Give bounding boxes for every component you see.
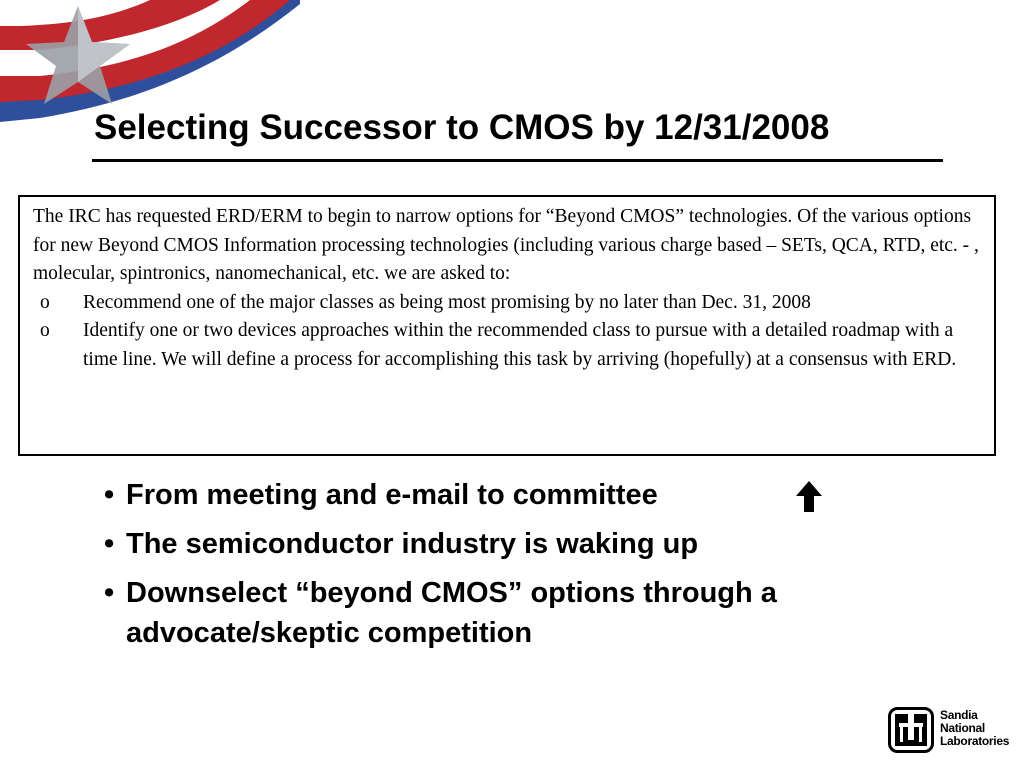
sandia-thunderbird-icon <box>888 707 934 753</box>
excerpt-intro: The IRC has requested ERD/ERM to begin to narrow options for “Beyond CMOS” technologies. Of the various options for new Beyond CMOS Information processing technologies (including various charge based – SETs, QCA, RTD, etc. - , molecular, spintronics, nanomechanical, etc. we are asked to: <box>33 206 979 284</box>
logo-line-2: National <box>940 721 985 735</box>
bullet-item <box>104 524 924 564</box>
bullet-marker: • <box>104 479 115 511</box>
logo-wordmark <box>940 709 1009 748</box>
bullet-text: Downselect “beyond CMOS” options through a advocate/skeptic competition <box>126 577 777 649</box>
bullet-marker: • <box>104 528 115 560</box>
quoted-excerpt-box <box>18 195 996 456</box>
excerpt-item-marker: o <box>40 320 50 341</box>
slide-title: Selecting Successor to CMOS by 12/31/2008 <box>94 108 830 147</box>
bullet-item <box>104 573 924 653</box>
excerpt-item-marker: o <box>40 291 50 313</box>
arrow-up-icon <box>795 479 823 515</box>
logo-line-3: Laboratories <box>940 734 1010 748</box>
title-underline <box>92 159 943 162</box>
excerpt-item <box>33 317 980 374</box>
excerpt-item-text: Recommend one of the major classes as being most promising by no later than Dec. 31, 2008 <box>83 291 811 313</box>
logo-line-1: Sandia <box>940 708 978 722</box>
excerpt-list <box>33 289 980 375</box>
excerpt-item-text: Identify one or two devices approaches within the recommended class to pursue with a detailed roadmap with a time line. We will define a process for accomplishing this task by arriving (hopefully) at a consensus with ERD. <box>83 320 957 370</box>
sandia-logo <box>888 707 1014 759</box>
bullet-marker: • <box>104 577 115 609</box>
bullet-text: From meeting and e-mail to committee <box>126 479 658 511</box>
bullet-text: The semiconductor industry is waking up <box>126 528 699 560</box>
excerpt-item <box>33 289 980 318</box>
